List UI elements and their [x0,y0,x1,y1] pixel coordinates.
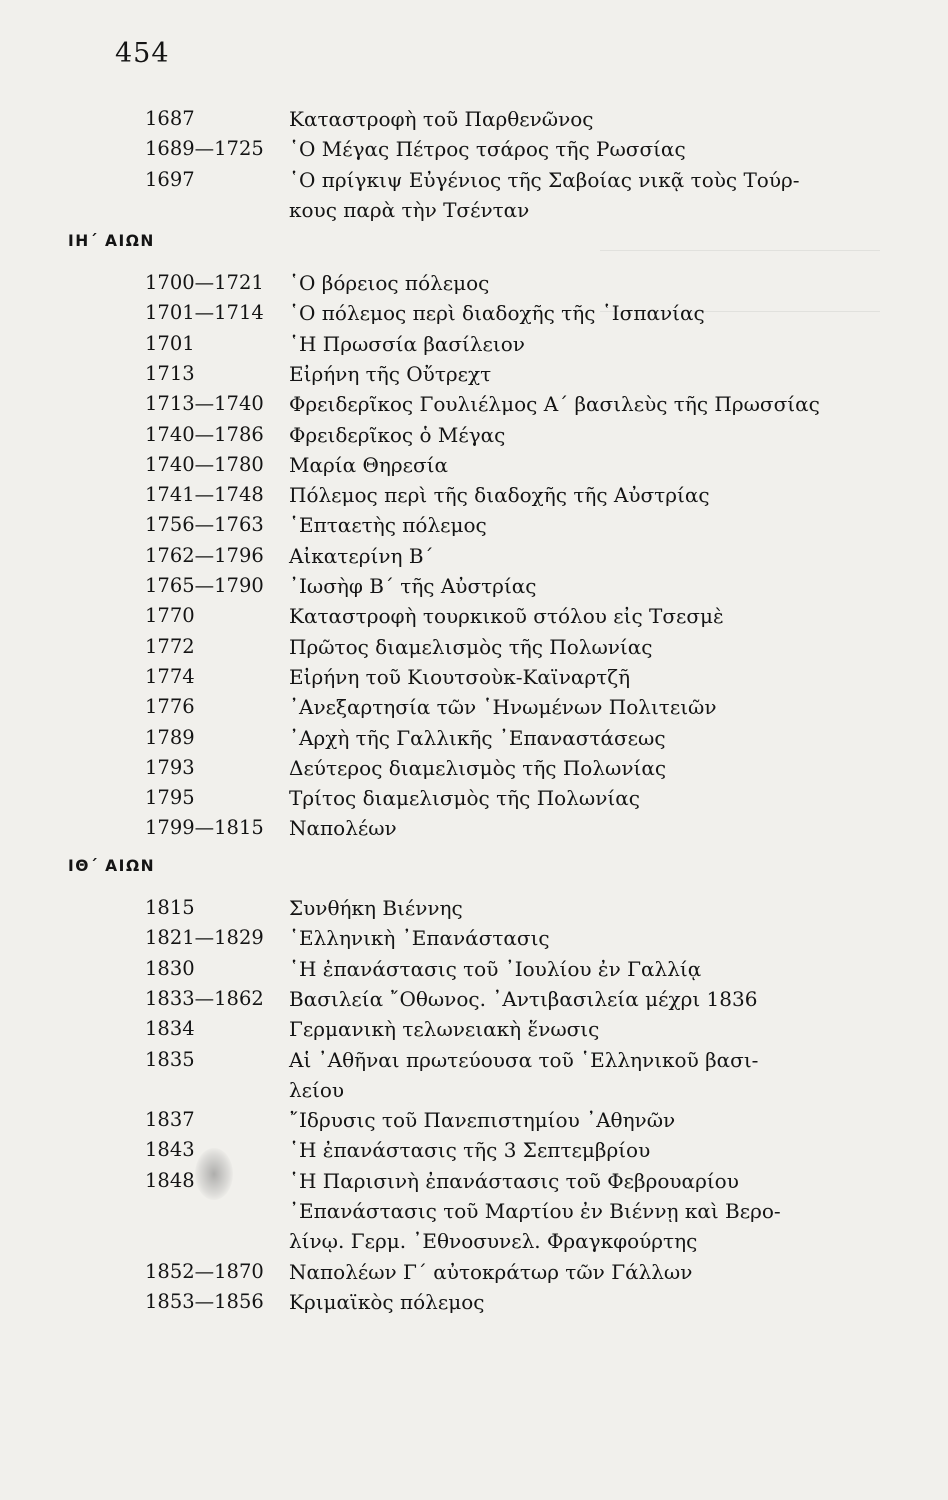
entry-date: 1789 [145,725,195,749]
entry-date: 1701 [145,331,195,355]
entry-description [289,984,879,1014]
entry-line: Αἱ ᾿Αθῆναι πρωτεύουσα τοῦ ῾Ελληνικοῦ βασι- [289,1047,759,1072]
entry-description [289,783,879,813]
entry-line: ᾿Ανεξαρτησία τῶν ῾Ηνωμένων Πολιτειῶν [289,695,717,720]
entry-date: 1774 [145,664,195,688]
entry-date: 1762—1796 [145,543,264,567]
entry-line: Φρειδερῖκος ὁ Μέγας [289,422,506,447]
entry-line: ῎Ιδρυσις τοῦ Πανεπιστημίου ᾿Αθηνῶν [289,1108,676,1133]
entry-description [289,450,879,480]
entry-description [289,1014,879,1044]
entry-line: Γερμανικὴ τελωνειακὴ ἕνωσις [289,1017,600,1042]
entry-description [289,165,879,225]
entry-line: ῾Η Πρωσσία βασίλειον [289,331,525,356]
entry-date: 1756—1763 [145,513,264,537]
entry-description [289,541,879,571]
entry-line: Καταστροφὴ τοῦ Παρθενῶνος [289,107,594,131]
entry-description [289,480,879,510]
entry-description [289,601,879,631]
entry-date: 1697 [145,167,195,191]
entry-line: Κριμαϊκὸς πόλεμος [289,1289,485,1314]
entry-line: Καταστροφὴ τουρκικοῦ στόλου εἰς Τσεσμὲ [289,604,724,629]
entry-date: 1830 [145,956,195,980]
entry-line: λίνῳ. Γερμ. ᾿Εθνοσυνελ. Φραγκφούρτης [289,1228,698,1253]
entry-date: 1776 [145,695,195,719]
entry-description [289,954,879,984]
entry-description [289,1045,879,1105]
entry-line: ῾Ο πρίγκιψ Εὐγένιος τῆς Σαβοίας νικᾷ τοὺς Τούρ- [289,167,800,192]
entry-description [289,753,879,783]
entry-date: 1795 [145,786,195,810]
entry-line: Μαρία Θηρεσία [289,452,448,477]
entry-line: ᾿Ιωσὴφ Β΄ τῆς Αὐστρίας [289,574,537,598]
century-heading: ΙΘ΄ ΑΙΩΝ [68,857,156,875]
entry-line: ᾿Αρχὴ τῆς Γαλλικῆς ᾿Επαναστάσεως [289,725,666,750]
entry-date: 1713 [145,361,195,385]
entry-line: ῾Ο βόρειος πόλεμος [289,271,490,295]
entry-date: 1799—1815 [145,816,264,840]
entry-description [289,723,879,753]
page-number: 454 [115,38,170,69]
entry-line: ῾Η Παρισινὴ ἐπανάστασις τοῦ Φεβρουαρίου [289,1168,739,1193]
entry-line: Εἰρήνη τῆς Οὔτρεχτ [289,361,492,386]
entry-date: 1687 [145,107,195,130]
entry-description [289,893,879,923]
entry-description [289,1135,879,1165]
entry-date: 1833—1862 [145,986,264,1010]
entry-date: 1821—1829 [145,926,264,950]
entry-line: κους παρὰ τὴν Τσένταν [289,197,530,222]
entry-date: 1700—1721 [145,271,264,294]
entry-date: 1740—1780 [145,452,264,476]
entry-description [289,692,879,722]
entry-line: Πρῶτος διαμελισμὸς τῆς Πολωνίας [289,634,653,659]
entry-line: Ναπολέων Γ΄ αὐτοκράτωρ τῶν Γάλλων [289,1259,693,1284]
entry-line: λείου [289,1077,345,1102]
entry-date: 1837 [145,1108,195,1132]
entry-line: ᾿Επανάστασις τοῦ Μαρτίου ἐν Βιέννῃ καὶ Βερο- [289,1198,781,1223]
entry-line: Βασιλεία ῎Οθωνος. ᾿Αντιβασιλεία μέχρι 1836 [289,986,758,1011]
entry-description [289,389,879,419]
entry-date: 1770 [145,604,195,628]
entry-date: 1852—1870 [145,1259,264,1283]
entry-description [289,571,879,601]
entry-date: 1772 [145,634,195,658]
entry-description [289,359,879,389]
entry-line: ῾Επταετὴς πόλεμος [289,513,487,538]
entry-date: 1843 [145,1138,195,1162]
entry-description [289,1166,879,1256]
entry-line: ῾Ο πόλεμος περὶ διαδοχῆς τῆς ῾Ισπανίας [289,301,705,326]
entry-description [289,510,879,540]
entry-description [289,329,879,359]
entry-date: 1835 [145,1047,195,1071]
entry-line: ῾Ο Μέγας Πέτρος τσάρος τῆς Ρωσσίας [289,137,686,162]
entry-description [289,1257,879,1287]
entry-line: Δεύτερος διαμελισμὸς τῆς Πολωνίας [289,755,667,780]
entry-date: 1853—1856 [145,1289,264,1313]
entry-date: 1689—1725 [145,137,264,161]
century-heading: ΙΗ΄ ΑΙΩΝ [68,232,155,250]
entry-date: 1765—1790 [145,574,264,597]
entry-line: Εἰρήνη τοῦ Κιουτσοὺκ-Καϊναρτζῆ [289,664,631,689]
entry-description [289,134,879,164]
entry-description [289,813,879,843]
entry-description [289,1287,879,1317]
entry-description [289,298,879,328]
entry-date: 1740—1786 [145,422,264,446]
entry-date: 1793 [145,755,195,779]
entry-date: 1815 [145,896,195,919]
entry-description [289,632,879,662]
entry-line: Συνθήκη Βιέννης [289,896,463,920]
entry-line: Ναπολέων [289,816,397,841]
entry-description [289,923,879,953]
entry-description [289,662,879,692]
entry-line: ῾Η ἐπανάστασις τοῦ ᾿Ιουλίου ἐν Γαλλίᾳ [289,956,702,981]
entry-description [289,104,879,134]
entry-line: ῾Ελληνικὴ ᾿Επανάστασις [289,926,550,951]
entry-date: 1741—1748 [145,483,264,507]
entry-line: Φρειδερῖκος Γουλιέλμος Α΄ βασιλεὺς τῆς Πρωσσίας [289,392,820,417]
entry-line: Πόλεμος περὶ τῆς διαδοχῆς τῆς Αὐστρίας [289,483,710,508]
entry-line: ῾Η ἐπανάστασις τῆς 3 Σεπτεμβρίου [289,1138,651,1163]
entry-date: 1713—1740 [145,392,264,416]
entry-line: Τρίτος διαμελισμὸς τῆς Πολωνίας [289,786,640,811]
entry-date: 1834 [145,1017,195,1041]
entry-description [289,268,879,298]
entry-date: 1701—1714 [145,301,264,325]
entry-date: 1848 [145,1168,195,1192]
entry-description [289,420,879,450]
entry-description [289,1105,879,1135]
entry-line: Αἰκατερίνη Β΄ [289,543,434,568]
